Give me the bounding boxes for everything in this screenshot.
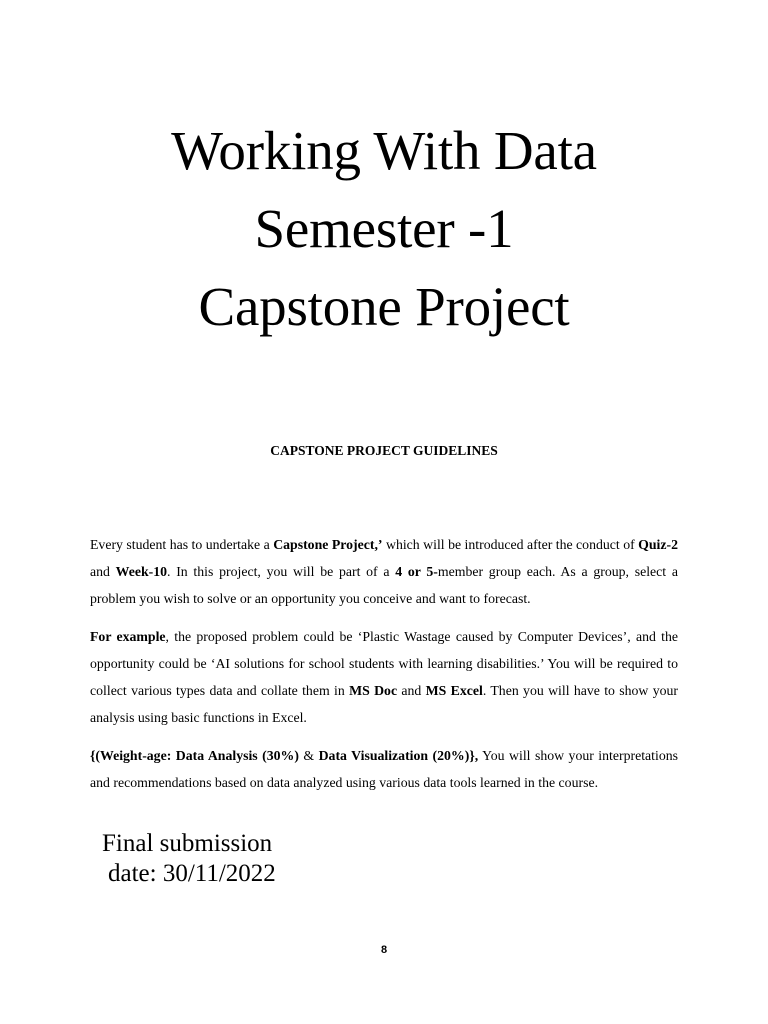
bold-weightage-analysis: {(Weight-age: Data Analysis (30%) <box>90 748 299 763</box>
text-segment: . In this project, you will be part of a <box>167 564 396 579</box>
guidelines-heading: CAPSTONE PROJECT GUIDELINES <box>270 443 498 458</box>
title-line-course: Working With Data <box>171 120 597 181</box>
document-title <box>0 112 768 346</box>
text-segment: and <box>397 683 426 698</box>
bold-capstone-project: Capstone Project,’ <box>273 537 383 552</box>
text-segment: & <box>298 748 319 763</box>
bold-for-example: For example <box>90 629 166 644</box>
bold-group-size: 4 or 5- <box>395 564 438 579</box>
bold-ms-excel: MS Excel <box>425 683 483 698</box>
text-segment: which will be introduced after the conduct of <box>382 537 639 552</box>
title-line-semester: Semester -1 <box>254 198 514 259</box>
text-segment: , the proposed problem could be ‘Plastic Wastage caused by Computer Devices’, and the opportunity could be ‘AI solutions for school students with learning disabilities.’ You will be required to collect various types data and collate them in <box>90 629 678 698</box>
paragraph-example <box>90 623 678 731</box>
submission-label: Final submission <box>102 830 273 857</box>
text-segment: and <box>90 564 116 579</box>
submission-date: date: 30/11/2022 <box>108 860 276 887</box>
title-line-project: Capstone Project <box>198 276 570 337</box>
bold-quiz-2: Quiz-2 <box>638 537 678 552</box>
page-number: 8 <box>380 944 388 956</box>
text-segment: Every student has to undertake a <box>90 537 274 552</box>
bold-ms-doc: MS Doc <box>349 683 398 698</box>
paragraph-intro <box>90 531 678 612</box>
text-segment: member group each. As a group, select a problem you wish to solve or an opportunity you conceive and want to forecast. <box>90 564 678 606</box>
text-segment: You will show your interpretations and recommendations based on data analyzed using various data tools learned in the course. <box>90 748 678 790</box>
bold-week-10: Week-10 <box>115 564 168 579</box>
paragraph-weightage <box>90 742 678 796</box>
bold-weightage-visualization: Data Visualization (20%)}, <box>318 748 479 763</box>
submission-date-block <box>102 829 276 889</box>
text-segment: . Then you will have to show your analysis using basic functions in Excel. <box>90 683 679 725</box>
